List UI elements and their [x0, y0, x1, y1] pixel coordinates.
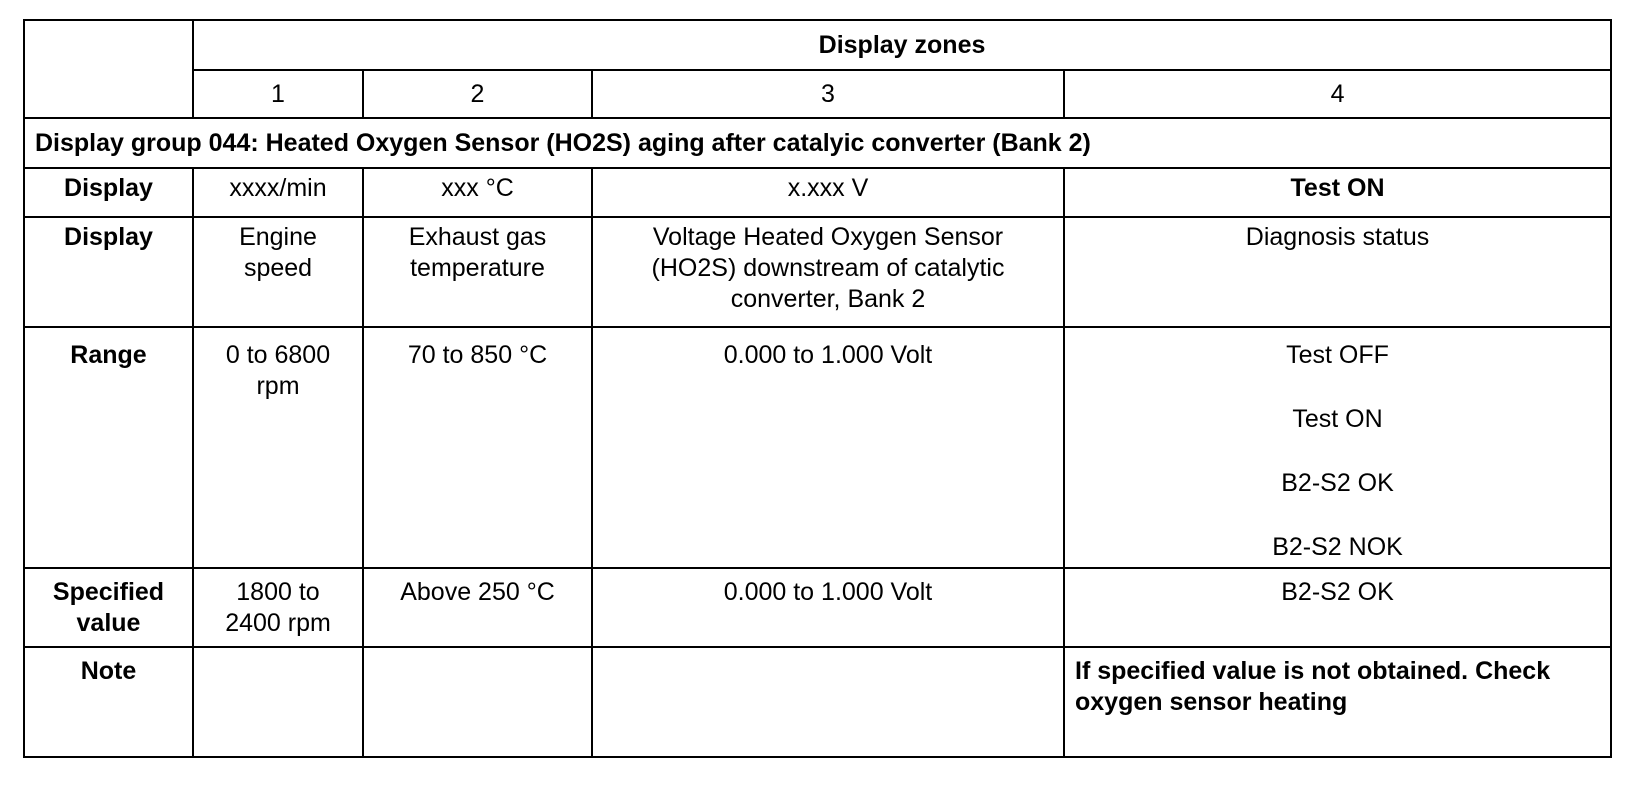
- note-zone-3: [592, 647, 1064, 757]
- specified-zone-4: B2-S2 OK: [1064, 568, 1611, 647]
- row-label-note: Note: [24, 647, 193, 757]
- display-format-zone-2: xxx °C: [363, 168, 592, 217]
- display-description-zone-3: Voltage Heated Oxygen Sensor (HO2S) downstream of catalytic converter, Bank 2: [592, 217, 1064, 327]
- group-title-row: [24, 118, 1611, 168]
- display-description-zone-4: Diagnosis status: [1064, 217, 1611, 327]
- note-row: [24, 647, 1611, 757]
- display-format-zone-4: Test ON: [1064, 168, 1611, 217]
- display-format-row: [24, 168, 1611, 217]
- zone-numbers-row: [24, 70, 1611, 118]
- specified-zone-1: 1800 to 2400 rpm: [193, 568, 363, 647]
- specified-zone-2: Above 250 °C: [363, 568, 592, 647]
- note-zone-2: [363, 647, 592, 757]
- zone-number-2: 2: [363, 70, 592, 118]
- range-option: B2-S2 OK: [1281, 469, 1394, 497]
- range-zone-2: 70 to 850 °C: [363, 327, 592, 568]
- group-title: Display group 044: Heated Oxygen Sensor (HO2S) aging after catalyic converter (Bank 2): [24, 118, 1611, 168]
- zone-number-3: 3: [592, 70, 1064, 118]
- zone-number-1: 1: [193, 70, 363, 118]
- display-description-row: [24, 217, 1611, 327]
- range-row: [24, 327, 1611, 568]
- zone-number-4: 4: [1064, 70, 1611, 118]
- display-zones-heading: Display zones: [193, 20, 1611, 70]
- display-format-zone-3: x.xxx V: [592, 168, 1064, 217]
- display-description-zone-1: Engine speed: [193, 217, 363, 327]
- row-label-display-description: Display: [24, 217, 193, 327]
- specified-zone-3: 0.000 to 1.000 Volt: [592, 568, 1064, 647]
- row-label-range: Range: [24, 327, 193, 568]
- note-zone-1: [193, 647, 363, 757]
- range-option: Test ON: [1292, 405, 1383, 433]
- display-group-table: [23, 19, 1612, 758]
- range-option: B2-S2 NOK: [1272, 533, 1403, 561]
- row-label-display: Display: [24, 168, 193, 217]
- range-option: Test OFF: [1286, 341, 1389, 369]
- display-description-zone-2: Exhaust gas temperature: [363, 217, 592, 327]
- zones-header-row: [24, 20, 1611, 70]
- range-zone-3: 0.000 to 1.000 Volt: [592, 327, 1064, 568]
- range-zone-4: [1064, 327, 1611, 568]
- display-format-zone-1: xxxx/min: [193, 168, 363, 217]
- corner-cell: [24, 20, 193, 118]
- note-zone-4: If specified value is not obtained. Check oxygen sensor heating: [1064, 647, 1611, 757]
- range-zone-1: 0 to 6800 rpm: [193, 327, 363, 568]
- row-label-specified-value: Specified value: [24, 568, 193, 647]
- specified-value-row: [24, 568, 1611, 647]
